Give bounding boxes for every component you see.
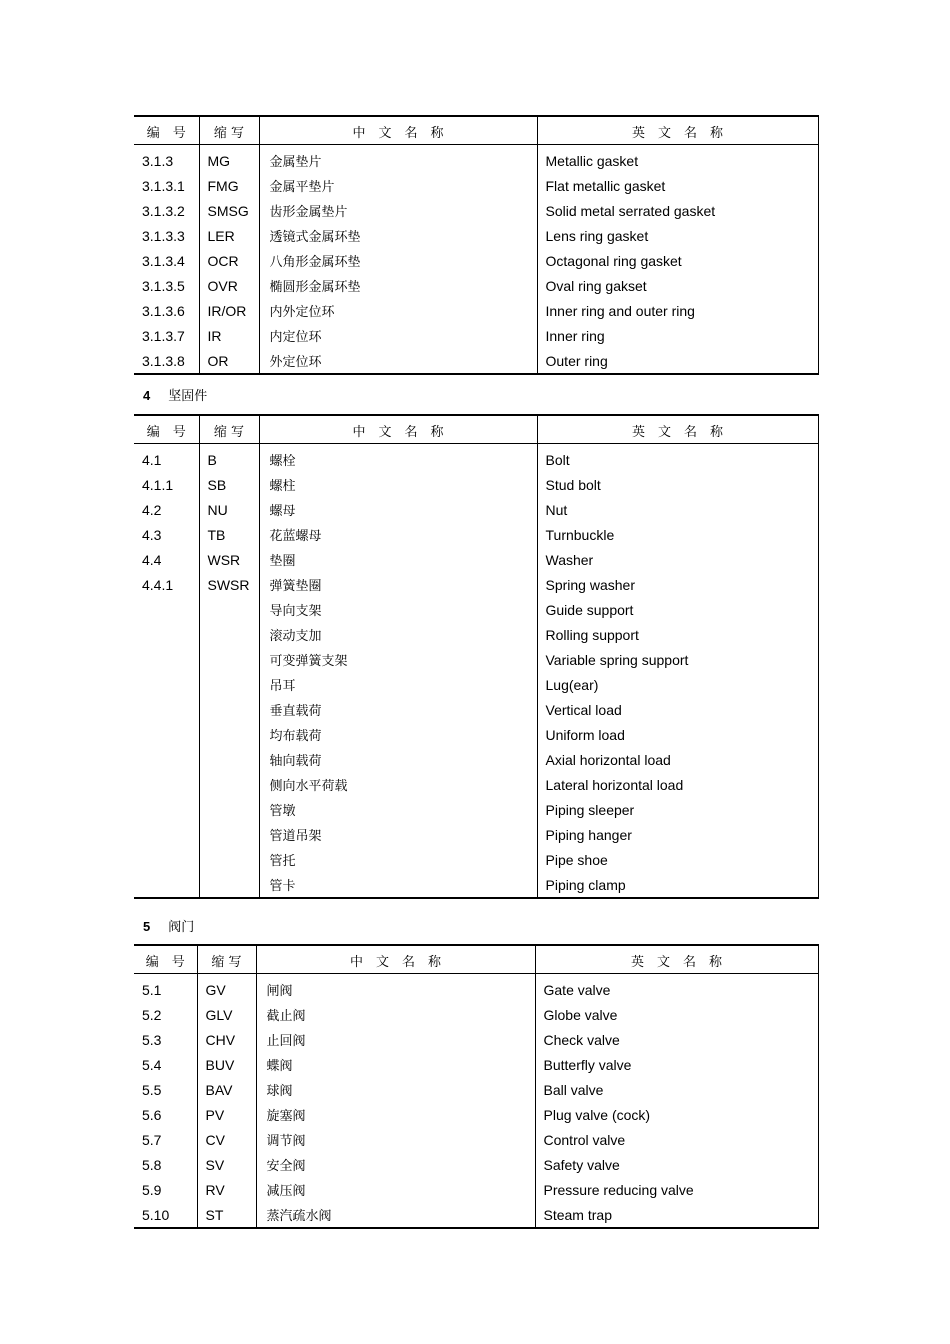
cell-chinese-name: 均布载荷 — [259, 722, 537, 747]
cell-number: 4.2 — [134, 497, 199, 522]
cell-english-name: Axial horizontal load — [537, 747, 818, 772]
table-row — [134, 847, 818, 872]
table-row — [134, 273, 818, 298]
cell-chinese-name: 滚动支加 — [259, 622, 537, 647]
cell-abbreviation: TB — [199, 522, 259, 547]
cell-chinese-name: 齿形金属垫片 — [259, 198, 537, 223]
table-row — [134, 547, 818, 572]
cell-number: 3.1.3.5 — [134, 273, 199, 298]
cell-english-name: Piping hanger — [537, 822, 818, 847]
cell-abbreviation: ST — [197, 1202, 256, 1228]
cell-english-name: Outer ring — [537, 348, 818, 374]
cell-chinese-name: 球阀 — [256, 1077, 535, 1102]
cell-abbreviation — [199, 872, 259, 898]
cell-chinese-name: 垫圈 — [259, 547, 537, 572]
table-row — [134, 1102, 818, 1127]
cell-chinese-name: 闸阀 — [256, 974, 535, 1003]
cell-abbreviation: LER — [199, 223, 259, 248]
table-row — [134, 472, 818, 497]
cell-english-name: Globe valve — [535, 1002, 818, 1027]
cell-english-name: Washer — [537, 547, 818, 572]
gasket-table — [134, 115, 819, 375]
cell-english-name: Metallic gasket — [537, 145, 818, 174]
cell-abbreviation — [199, 847, 259, 872]
cell-english-name: Control valve — [535, 1127, 818, 1152]
cell-english-name: Piping sleeper — [537, 797, 818, 822]
cell-number: 5.1 — [134, 974, 197, 1003]
cell-english-name: Inner ring and outer ring — [537, 298, 818, 323]
cell-chinese-name: 花蓝螺母 — [259, 522, 537, 547]
cell-number: 5.3 — [134, 1027, 197, 1052]
section-5-number: 5 — [143, 919, 151, 934]
cell-english-name: Inner ring — [537, 323, 818, 348]
cell-abbreviation: CV — [197, 1127, 256, 1152]
cell-chinese-name: 管道吊架 — [259, 822, 537, 847]
section-4-title: 坚固件 — [168, 389, 208, 404]
cell-abbreviation: SWSR — [199, 572, 259, 597]
cell-number — [134, 797, 199, 822]
cell-english-name: Octagonal ring gasket — [537, 248, 818, 273]
header-no: 编 号 — [134, 415, 199, 444]
cell-english-name: Bolt — [537, 444, 818, 473]
cell-abbreviation: OVR — [199, 273, 259, 298]
cell-chinese-name: 八角形金属环垫 — [259, 248, 537, 273]
cell-chinese-name: 弹簧垫圈 — [259, 572, 537, 597]
cell-number — [134, 822, 199, 847]
cell-number: 4.4.1 — [134, 572, 199, 597]
cell-english-name: Variable spring support — [537, 647, 818, 672]
cell-chinese-name: 蒸汽疏水阀 — [256, 1202, 535, 1228]
cell-english-name: Turnbuckle — [537, 522, 818, 547]
cell-number — [134, 697, 199, 722]
cell-number — [134, 722, 199, 747]
cell-abbreviation — [199, 772, 259, 797]
table-row — [134, 822, 818, 847]
table-row — [134, 223, 818, 248]
cell-english-name: Flat metallic gasket — [537, 173, 818, 198]
cell-english-name: Lug(ear) — [537, 672, 818, 697]
cell-abbreviation: NU — [199, 497, 259, 522]
cell-number: 5.4 — [134, 1052, 197, 1077]
cell-abbreviation: FMG — [199, 173, 259, 198]
cell-number: 5.5 — [134, 1077, 197, 1102]
cell-english-name: Oval ring gakset — [537, 273, 818, 298]
cell-abbreviation: OCR — [199, 248, 259, 273]
cell-chinese-name: 管托 — [259, 847, 537, 872]
header-en: 英 文 名 称 — [535, 945, 818, 974]
header-abbr: 缩 写 — [199, 415, 259, 444]
cell-chinese-name: 吊耳 — [259, 672, 537, 697]
cell-abbreviation: BUV — [197, 1052, 256, 1077]
cell-chinese-name: 蝶阀 — [256, 1052, 535, 1077]
cell-chinese-name: 可变弹簧支架 — [259, 647, 537, 672]
cell-abbreviation — [199, 622, 259, 647]
cell-english-name: Pressure reducing valve — [535, 1177, 818, 1202]
cell-english-name: Uniform load — [537, 722, 818, 747]
cell-english-name: Vertical load — [537, 697, 818, 722]
section-4-heading — [143, 385, 207, 404]
cell-chinese-name: 导向支架 — [259, 597, 537, 622]
table-row — [134, 747, 818, 772]
cell-english-name: Pipe shoe — [537, 847, 818, 872]
cell-chinese-name: 止回阀 — [256, 1027, 535, 1052]
cell-chinese-name: 侧向水平荷载 — [259, 772, 537, 797]
cell-number: 3.1.3 — [134, 145, 199, 174]
cell-abbreviation: SMSG — [199, 198, 259, 223]
cell-chinese-name: 内定位环 — [259, 323, 537, 348]
valve-table — [134, 944, 819, 1229]
cell-chinese-name: 管墩 — [259, 797, 537, 822]
cell-english-name: Safety valve — [535, 1152, 818, 1177]
table-row — [134, 1152, 818, 1177]
cell-abbreviation: PV — [197, 1102, 256, 1127]
cell-number: 3.1.3.3 — [134, 223, 199, 248]
cell-english-name: Nut — [537, 497, 818, 522]
cell-english-name: Piping clamp — [537, 872, 818, 898]
cell-abbreviation — [199, 722, 259, 747]
cell-abbreviation — [199, 597, 259, 622]
cell-english-name: Gate valve — [535, 974, 818, 1003]
cell-abbreviation: B — [199, 444, 259, 473]
cell-abbreviation: SB — [199, 472, 259, 497]
cell-abbreviation: GLV — [197, 1002, 256, 1027]
cell-number — [134, 772, 199, 797]
header-en: 英 文 名 称 — [537, 415, 818, 444]
section-4-number: 4 — [143, 388, 151, 403]
cell-chinese-name: 截止阀 — [256, 1002, 535, 1027]
cell-english-name: Stud bolt — [537, 472, 818, 497]
table-row — [134, 1127, 818, 1152]
cell-number: 3.1.3.7 — [134, 323, 199, 348]
cell-abbreviation: CHV — [197, 1027, 256, 1052]
fastener-table-body — [134, 444, 818, 899]
cell-number: 5.6 — [134, 1102, 197, 1127]
table-row — [134, 1002, 818, 1027]
header-no: 编 号 — [134, 945, 197, 974]
table-row — [134, 622, 818, 647]
gasket-table-body — [134, 145, 818, 375]
cell-abbreviation: MG — [199, 145, 259, 174]
cell-chinese-name: 安全阀 — [256, 1152, 535, 1177]
cell-number: 5.2 — [134, 1002, 197, 1027]
header-en: 英 文 名 称 — [537, 116, 818, 145]
cell-chinese-name: 椭圆形金属环垫 — [259, 273, 537, 298]
cell-english-name: Solid metal serrated gasket — [537, 198, 818, 223]
cell-number — [134, 647, 199, 672]
cell-number: 3.1.3.8 — [134, 348, 199, 374]
table-row — [134, 1202, 818, 1228]
cell-number — [134, 622, 199, 647]
table-header-row — [134, 945, 818, 974]
table-row — [134, 298, 818, 323]
cell-chinese-name: 减压阀 — [256, 1177, 535, 1202]
cell-chinese-name: 外定位环 — [259, 348, 537, 374]
cell-chinese-name: 管卡 — [259, 872, 537, 898]
section-5-title: 阀门 — [168, 920, 195, 935]
cell-abbreviation — [199, 797, 259, 822]
cell-abbreviation: IR — [199, 323, 259, 348]
cell-number: 3.1.3.6 — [134, 298, 199, 323]
cell-number: 4.3 — [134, 522, 199, 547]
header-zh: 中 文 名 称 — [259, 415, 537, 444]
cell-chinese-name: 透镜式金属环垫 — [259, 223, 537, 248]
cell-number: 3.1.3.1 — [134, 173, 199, 198]
cell-chinese-name: 螺母 — [259, 497, 537, 522]
table-row — [134, 1027, 818, 1052]
cell-english-name: Rolling support — [537, 622, 818, 647]
fastener-table — [134, 414, 819, 899]
valve-table-body — [134, 974, 818, 1229]
cell-number: 5.9 — [134, 1177, 197, 1202]
cell-number: 4.4 — [134, 547, 199, 572]
cell-chinese-name: 螺柱 — [259, 472, 537, 497]
table-row — [134, 1052, 818, 1077]
cell-english-name: Plug valve (cock) — [535, 1102, 818, 1127]
cell-abbreviation: OR — [199, 348, 259, 374]
cell-english-name: Lateral horizontal load — [537, 772, 818, 797]
table-row — [134, 672, 818, 697]
table-row — [134, 522, 818, 547]
cell-number — [134, 747, 199, 772]
cell-english-name: Lens ring gasket — [537, 223, 818, 248]
table-row — [134, 597, 818, 622]
header-no: 编 号 — [134, 116, 199, 145]
cell-english-name: Butterfly valve — [535, 1052, 818, 1077]
table-row — [134, 145, 818, 174]
cell-abbreviation: GV — [197, 974, 256, 1003]
table-header-row — [134, 415, 818, 444]
cell-abbreviation — [199, 697, 259, 722]
section-5-heading — [143, 916, 194, 935]
table-row — [134, 797, 818, 822]
cell-number — [134, 872, 199, 898]
cell-abbreviation — [199, 672, 259, 697]
cell-number: 3.1.3.4 — [134, 248, 199, 273]
cell-number: 3.1.3.2 — [134, 198, 199, 223]
cell-chinese-name: 金属平垫片 — [259, 173, 537, 198]
table-row — [134, 497, 818, 522]
cell-number — [134, 847, 199, 872]
cell-abbreviation: SV — [197, 1152, 256, 1177]
cell-number — [134, 597, 199, 622]
cell-chinese-name: 金属垫片 — [259, 145, 537, 174]
table-row — [134, 974, 818, 1003]
table-row — [134, 444, 818, 473]
cell-abbreviation — [199, 647, 259, 672]
header-zh: 中 文 名 称 — [256, 945, 535, 974]
cell-abbreviation — [199, 747, 259, 772]
table-row — [134, 1177, 818, 1202]
table-header-row — [134, 116, 818, 145]
cell-english-name: Check valve — [535, 1027, 818, 1052]
cell-chinese-name: 垂直载荷 — [259, 697, 537, 722]
cell-number: 5.7 — [134, 1127, 197, 1152]
cell-english-name: Guide support — [537, 597, 818, 622]
cell-chinese-name: 内外定位环 — [259, 298, 537, 323]
cell-english-name: Spring washer — [537, 572, 818, 597]
cell-number: 4.1 — [134, 444, 199, 473]
cell-number: 4.1.1 — [134, 472, 199, 497]
cell-abbreviation: BAV — [197, 1077, 256, 1102]
cell-english-name: Ball valve — [535, 1077, 818, 1102]
cell-english-name: Steam trap — [535, 1202, 818, 1228]
cell-abbreviation: IR/OR — [199, 298, 259, 323]
cell-chinese-name: 旋塞阀 — [256, 1102, 535, 1127]
cell-chinese-name: 轴向载荷 — [259, 747, 537, 772]
cell-abbreviation: RV — [197, 1177, 256, 1202]
header-zh: 中 文 名 称 — [259, 116, 537, 145]
cell-number: 5.8 — [134, 1152, 197, 1177]
table-row — [134, 872, 818, 898]
table-row — [134, 198, 818, 223]
table-row — [134, 722, 818, 747]
table-row — [134, 348, 818, 374]
table-row — [134, 647, 818, 672]
header-abbr: 缩 写 — [199, 116, 259, 145]
cell-chinese-name: 调节阀 — [256, 1127, 535, 1152]
cell-abbreviation: WSR — [199, 547, 259, 572]
cell-abbreviation — [199, 822, 259, 847]
table-row — [134, 697, 818, 722]
table-row — [134, 248, 818, 273]
table-row — [134, 572, 818, 597]
cell-number: 5.10 — [134, 1202, 197, 1228]
cell-number — [134, 672, 199, 697]
table-row — [134, 772, 818, 797]
table-row — [134, 323, 818, 348]
table-row — [134, 173, 818, 198]
table-row — [134, 1077, 818, 1102]
cell-chinese-name: 螺栓 — [259, 444, 537, 473]
header-abbr: 缩 写 — [197, 945, 256, 974]
